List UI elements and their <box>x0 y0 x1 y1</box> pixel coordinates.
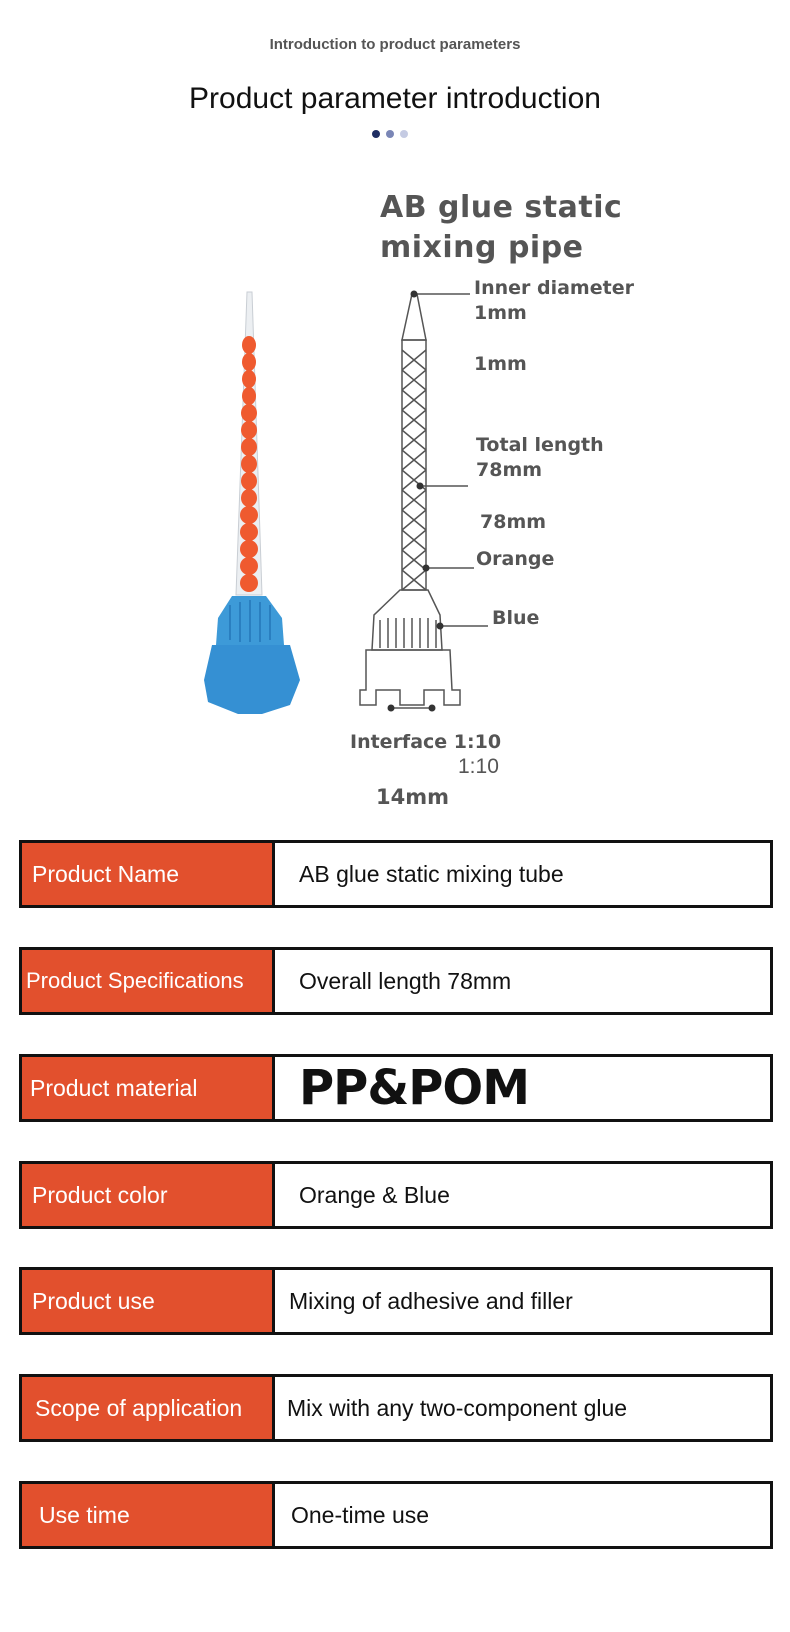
param-label: Product Specifications <box>22 950 275 1012</box>
param-row-product-name <box>19 840 773 908</box>
param-value: Overall length 78mm <box>275 950 770 1012</box>
total-length-value-repeat: 78mm <box>480 511 547 533</box>
param-row-use <box>19 1267 773 1335</box>
param-label: Scope of application <box>22 1377 275 1439</box>
param-value: Orange & Blue <box>275 1164 770 1226</box>
total-length-label: Total length <box>476 434 604 456</box>
param-value: One-time use <box>275 1484 770 1546</box>
param-row-scope <box>19 1374 773 1442</box>
param-row-specifications <box>19 947 773 1015</box>
param-label: Product use <box>22 1270 275 1332</box>
param-value: AB glue static mixing tube <box>275 843 770 905</box>
interface-annotation: Interface 1:10 <box>350 731 502 753</box>
param-label: Product material <box>22 1057 275 1119</box>
inner-diameter-value-repeat: 1mm <box>474 353 527 375</box>
param-value: Mixing of adhesive and filler <box>275 1270 770 1332</box>
page-title: Product parameter introduction <box>189 82 601 115</box>
param-value: PP&POM <box>275 1057 770 1119</box>
figure-heading <box>380 188 622 268</box>
figure-heading-line2: mixing pipe <box>380 230 584 265</box>
total-length-value: 78mm <box>476 459 543 481</box>
interface-ratio: 1:10 <box>458 755 499 778</box>
param-row-color <box>19 1161 773 1229</box>
param-label: Product color <box>22 1164 275 1226</box>
inner-diameter-value: 1mm <box>474 302 527 324</box>
figure-heading-line1: AB glue static <box>380 190 623 225</box>
page-subtitle: Introduction to product parameters <box>269 36 521 53</box>
product-photo <box>204 292 300 714</box>
technical-drawing <box>360 294 488 708</box>
param-row-use-time <box>19 1481 773 1549</box>
inner-diameter-annotation <box>474 276 634 326</box>
param-label: Use time <box>22 1484 275 1546</box>
param-label: Product Name <box>22 843 275 905</box>
total-length-annotation <box>476 433 604 483</box>
param-value: Mix with any two-component glue <box>275 1377 770 1439</box>
width-annotation: 14mm <box>376 785 449 809</box>
inner-diameter-label: Inner diameter <box>474 277 634 299</box>
orange-annotation: Orange <box>476 548 555 570</box>
blue-annotation: Blue <box>492 607 540 629</box>
param-row-material <box>19 1054 773 1122</box>
